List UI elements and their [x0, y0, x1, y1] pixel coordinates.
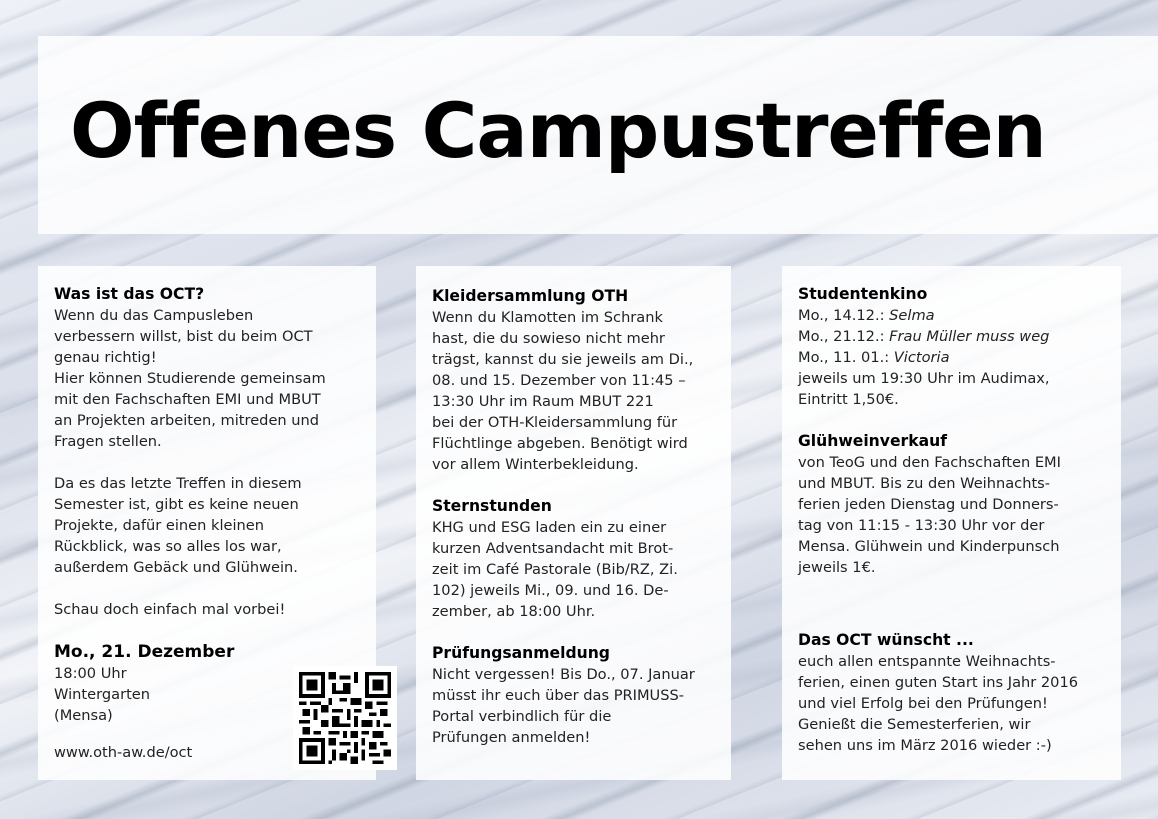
film-date: Mo., 11. 01.:: [798, 349, 894, 366]
text-line: und MBUT. Bis zu den Weihnachts-: [798, 475, 1051, 492]
section-heading-oct-wishes: Das OCT wünscht ...: [798, 631, 974, 649]
text-line: 08. und 15. Dezember von 11:45 –: [432, 372, 686, 389]
film-date: Mo., 21.12.:: [798, 328, 890, 345]
film-title: Frau Müller muss weg: [889, 328, 1050, 345]
text-line: trägst, kannst du sie jeweils am Di.,: [432, 351, 694, 368]
text-line: sehen uns im März 2016 wieder :-): [798, 737, 1052, 754]
section-heading-pruefungsanmeldung: Prüfungsanmeldung: [432, 644, 610, 662]
panel-announcements: [416, 266, 731, 780]
text-line: 102) jeweils Mi., 09. und 16. De-: [432, 582, 669, 599]
section-heading-gluehweinverkauf: Glühweinverkauf: [798, 432, 947, 450]
text-line: Prüfungen anmelden!: [432, 729, 591, 746]
text-line: euch allen entspannte Weihnachts-: [798, 653, 1056, 670]
panel-events: [782, 266, 1121, 780]
event-place-detail: (Mensa): [54, 707, 113, 724]
event-time: 18:00 Uhr: [54, 665, 127, 682]
text-line: ferien, einen guten Start ins Jahr 2016: [798, 674, 1079, 691]
text-line: Genießt die Semesterferien, wir: [798, 716, 1031, 733]
text-line: Rückblick, was so alles los war,: [54, 538, 282, 555]
text-line: hast, die du sowieso nicht mehr: [432, 330, 665, 347]
section-heading-what-is-oct: Was ist das OCT?: [54, 285, 205, 303]
film-date: Mo., 14.12.:: [798, 307, 890, 324]
text-line: zember, ab 18:00 Uhr.: [432, 603, 596, 620]
text-line: bei der OTH-Kleidersammlung für: [432, 414, 678, 431]
film-entry: [798, 347, 1105, 368]
film-title: Victoria: [893, 349, 950, 366]
text-line: außerdem Gebäck und Glühwein.: [54, 559, 298, 576]
film-entry: [798, 326, 1105, 347]
invitation-text: Schau doch einfach mal vorbei!: [54, 601, 286, 618]
text-line: genau richtig!: [54, 349, 157, 366]
text-line: verbessern willst, bist du beim OCT: [54, 328, 313, 345]
section-heading-sternstunden: Sternstunden: [432, 497, 552, 515]
text-line: und viel Erfolg bei den Prüfungen!: [798, 695, 1048, 712]
text-line: Portal verbindlich für die: [432, 708, 612, 725]
text-line: Fragen stellen.: [54, 433, 162, 450]
text-line: tag von 11:15 - 13:30 Uhr vor der: [798, 517, 1045, 534]
text-line: Hier können Studierende gemeinsam: [54, 370, 326, 387]
text-line: Da es das letzte Treffen in diesem: [54, 475, 302, 492]
text-line: an Projekten arbeiten, mitreden und: [54, 412, 320, 429]
text-line: Projekte, dafür einen kleinen: [54, 517, 265, 534]
text-line: ferien jeden Dienstag und Donners-: [798, 496, 1059, 513]
section-heading-studentenkino: Studentenkino: [798, 285, 928, 303]
text-line: 13:30 Uhr im Raum MBUT 221: [432, 393, 654, 410]
text-line: KHG und ESG laden ein zu einer: [432, 519, 667, 536]
text-line: vor allem Winterbekleidung.: [432, 456, 639, 473]
text-line: zeit im Café Pastorale (Bib/RZ, Zi.: [432, 561, 678, 578]
text-line: jeweils um 19:30 Uhr im Audimax,: [798, 370, 1050, 387]
text-line: Nicht vergessen! Bis Do., 07. Januar: [432, 666, 695, 683]
qr-code-icon: [293, 666, 397, 770]
text-line: Wenn du das Campusleben: [54, 307, 254, 324]
text-line: von TeoG und den Fachschaften EMI: [798, 454, 1061, 471]
website-link[interactable]: www.oth-aw.de/oct: [54, 744, 193, 761]
page-title: Offenes Campustreffen: [70, 86, 1046, 175]
text-line: Semester ist, gibt es keine neuen: [54, 496, 299, 513]
film-entry: [798, 305, 1105, 326]
text-line: Mensa. Glühwein und Kinderpunsch: [798, 538, 1060, 555]
text-line: Eintritt 1,50€.: [798, 391, 899, 408]
event-date: Mo., 21. Dezember: [54, 642, 235, 662]
event-place: Wintergarten: [54, 686, 151, 703]
film-title: Selma: [889, 307, 935, 324]
section-heading-kleidersammlung: Kleidersammlung OTH: [432, 287, 629, 305]
text-line: müsst ihr euch über das PRIMUSS-: [432, 687, 685, 704]
text-line: mit den Fachschaften EMI und MBUT: [54, 391, 321, 408]
text-line: Wenn du Klamotten im Schrank: [432, 309, 663, 326]
text-line: kurzen Adventsandacht mit Brot-: [432, 540, 674, 557]
text-line: Flüchtlinge abgeben. Benötigt wird: [432, 435, 688, 452]
panel-what-is-oct: [38, 266, 376, 780]
text-line: jeweils 1€.: [798, 559, 876, 576]
